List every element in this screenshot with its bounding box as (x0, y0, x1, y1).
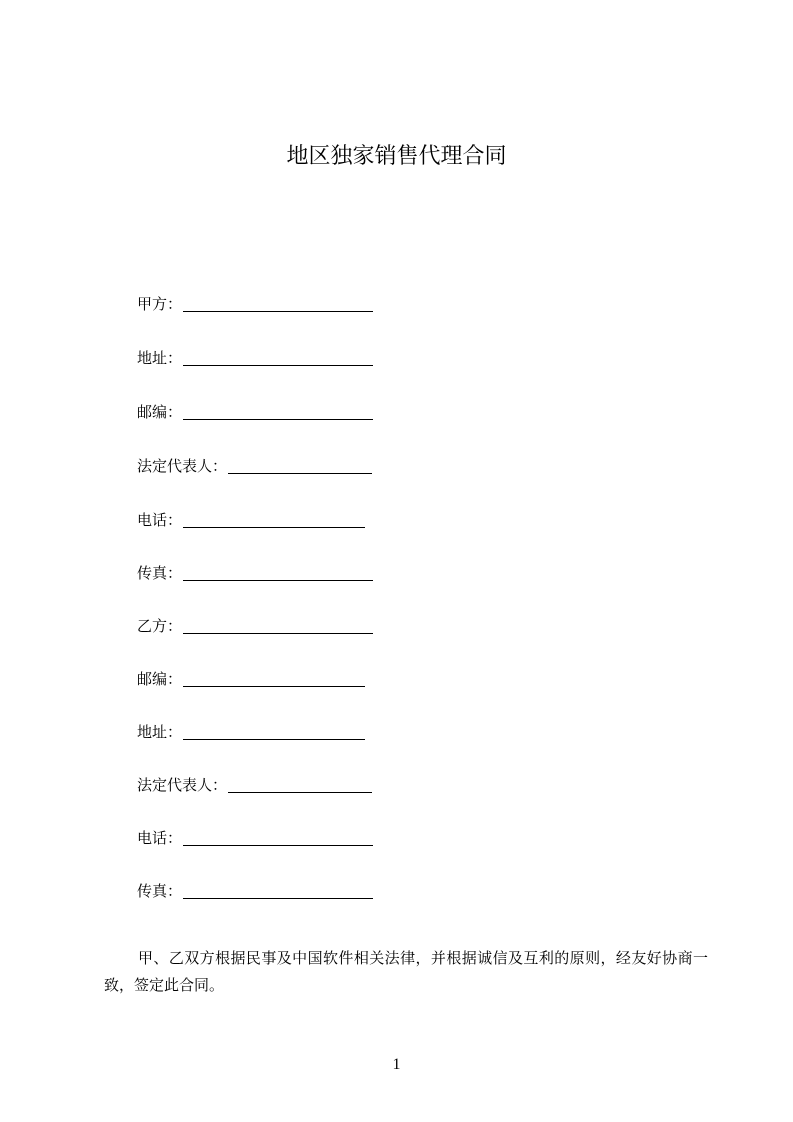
party-b-fax-blank-line (183, 882, 373, 899)
party-a-address-label: 地址： (137, 349, 183, 367)
party-b-address-blank-line (183, 723, 365, 740)
party-b-address-label: 地址： (137, 723, 183, 741)
party-a-field (137, 290, 373, 314)
party-b-label: 乙方： (137, 617, 183, 635)
party-b-field (137, 612, 373, 636)
party-b-phone-field (137, 824, 373, 848)
party-a-postcode-field (137, 398, 373, 422)
preamble-paragraph: 甲、乙双方根据民事及中国软件相关法律，并根据诚信及互利的原则，经友好协商一致，签定此合同。 (104, 949, 708, 994)
party-b-phone-blank-line (183, 829, 373, 846)
party-a-postcode-label: 邮编： (137, 403, 183, 421)
party-a-address-field (137, 344, 373, 368)
document-title: 地区独家销售代理合同 (286, 144, 507, 169)
party-b-legal-rep-label: 法定代表人： (137, 776, 228, 794)
party-a-postcode-blank-line (183, 403, 373, 420)
party-a-fax-blank-line (183, 564, 373, 581)
party-b-postcode-field (137, 665, 365, 689)
party-b-blank-line (183, 617, 373, 634)
page-number: 1 (392, 1056, 401, 1073)
party-b-legal-rep-blank-line (228, 776, 372, 793)
party-a-phone-label: 电话： (137, 511, 183, 529)
party-b-fax-field (137, 877, 373, 901)
party-a-phone-blank-line (183, 511, 365, 528)
party-b-postcode-label: 邮编： (137, 670, 183, 688)
party-b-postcode-blank-line (183, 670, 365, 687)
party-a-label: 甲方： (137, 295, 183, 313)
party-b-legal-rep-field (137, 771, 372, 795)
party-b-address-field (137, 718, 365, 742)
party-a-fax-label: 传真： (137, 564, 183, 582)
party-b-fax-label: 传真： (137, 882, 183, 900)
party-a-phone-field (137, 506, 365, 530)
party-a-legal-rep-field (137, 452, 372, 476)
party-a-legal-rep-label: 法定代表人： (137, 457, 228, 475)
party-a-address-blank-line (183, 349, 373, 366)
party-b-phone-label: 电话： (137, 829, 183, 847)
party-a-fax-field (137, 559, 373, 583)
party-a-legal-rep-blank-line (228, 457, 372, 474)
party-a-blank-line (183, 295, 373, 312)
